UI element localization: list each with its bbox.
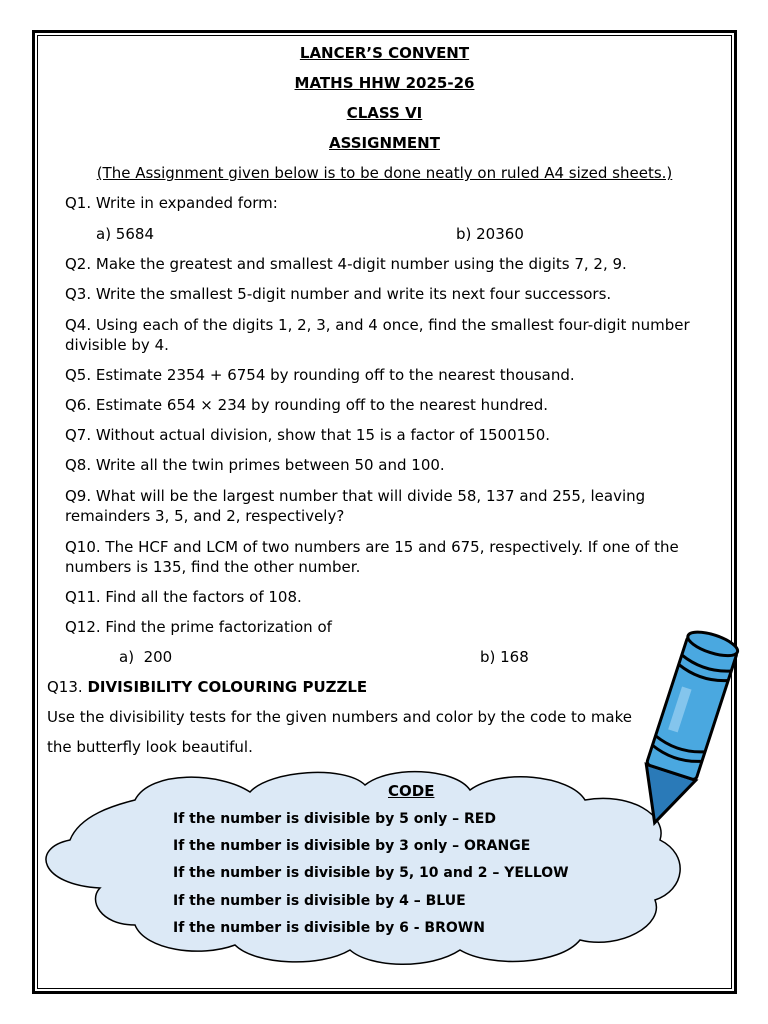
school-name: LANCER’S CONVENT — [299, 44, 470, 62]
question-9: Q9. What will be the largest number that will divide 58, 137 and 255, leaving remainders 3, 5, and 2, respectively? — [65, 487, 646, 525]
question-1a: a) 5684 — [96, 225, 154, 243]
question-3: Q3. Write the smallest 5-digit number and write its next four successors. — [65, 285, 612, 303]
question-12: Q12. Find the prime factorization of — [65, 618, 332, 636]
question-5: Q5. Estimate 2354 + 6754 by rounding off to the nearest thousand. — [65, 366, 575, 384]
code-line-red: If the number is divisible by 5 only – RED — [173, 811, 496, 827]
question-1b: b) 20360 — [456, 225, 524, 243]
instruction-text: (The Assignment given below is to be done neatly on ruled A4 sized sheets.) — [96, 164, 673, 182]
question-8: Q8. Write all the twin primes between 50 and 100. — [65, 456, 445, 474]
code-line-brown: If the number is divisible by 6 - BROWN — [173, 920, 485, 936]
question-1: Q1. Write in expanded form: — [65, 194, 278, 212]
question-2: Q2. Make the greatest and smallest 4-digit number using the digits 7, 2, 9. — [65, 255, 627, 273]
class-title: CLASS VI — [346, 104, 423, 122]
question-6: Q6. Estimate 654 × 234 by rounding off to the nearest hundred. — [65, 396, 549, 414]
question-10: Q10. The HCF and LCM of two numbers are 15 and 675, respectively. If one of the numbers is 135, find the other number. — [65, 538, 679, 576]
code-line-yellow: If the number is divisible by 5, 10 and 2 – YELLOW — [173, 865, 569, 881]
question-13-instruction-1: Use the divisibility tests for the given numbers and color by the code to make — [47, 708, 632, 726]
question-13-prefix: Q13. — [47, 678, 88, 696]
code-title: CODE — [388, 782, 435, 800]
code-line-orange: If the number is divisible by 3 only – ORANGE — [173, 838, 531, 854]
code-line-blue: If the number is divisible by 4 – BLUE — [173, 893, 466, 909]
question-13-title: DIVISIBILITY COLOURING PUZZLE — [87, 678, 368, 696]
question-13-instruction-2: the butterfly look beautiful. — [47, 738, 253, 756]
question-12a: a) 200 — [119, 648, 173, 666]
subject-title: MATHS HHW 2025-26 — [294, 74, 475, 92]
question-11: Q11. Find all the factors of 108. — [65, 588, 302, 606]
assignment-title: ASSIGNMENT — [329, 134, 440, 152]
question-7: Q7. Without actual division, show that 15 is a factor of 1500150. — [65, 426, 551, 444]
question-4: Q4. Using each of the digits 1, 2, 3, and 4 once, find the smallest four-digit number divisible by 4. — [65, 316, 690, 354]
question-12b: b) 168 — [480, 648, 529, 666]
